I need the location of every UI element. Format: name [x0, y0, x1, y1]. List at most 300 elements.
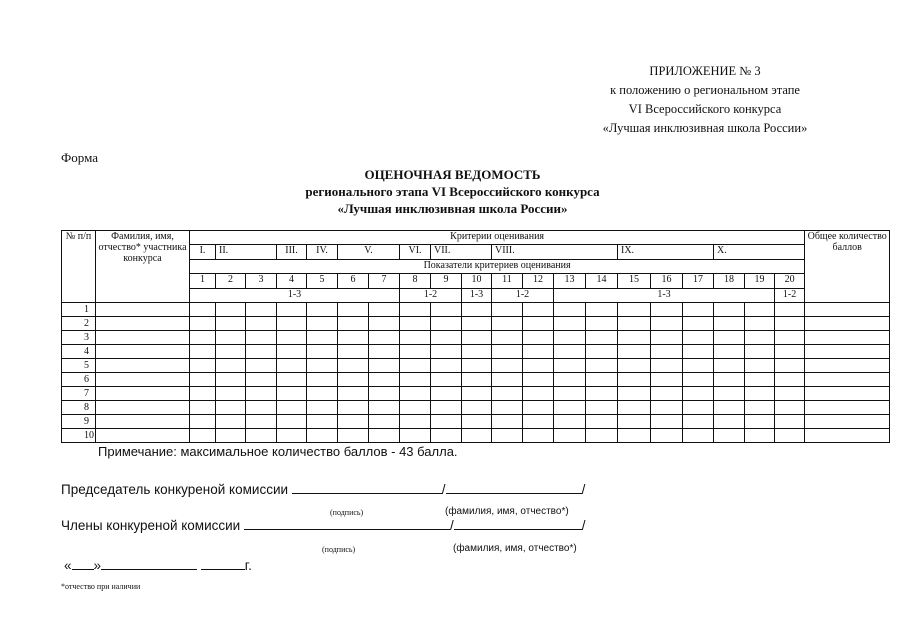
indicator-cell: 10: [462, 274, 492, 289]
score-cell[interactable]: [775, 331, 805, 345]
header-indicators: Показатели критериев оценивания: [190, 260, 805, 274]
score-cell[interactable]: [745, 331, 775, 345]
score-cell[interactable]: [216, 345, 246, 359]
total-score-cell[interactable]: [805, 317, 890, 331]
score-cell[interactable]: [307, 303, 338, 317]
participant-name-cell[interactable]: [96, 387, 190, 401]
appendix-block: [540, 62, 870, 138]
indicator-cell: 7: [369, 274, 400, 289]
indicator-cell: 8: [400, 274, 431, 289]
score-cell[interactable]: [714, 387, 745, 401]
participant-name-cell[interactable]: [96, 331, 190, 345]
score-cell[interactable]: [338, 331, 369, 345]
score-cell[interactable]: [683, 317, 714, 331]
total-score-cell[interactable]: [805, 303, 890, 317]
score-cell[interactable]: [586, 317, 618, 331]
score-cell[interactable]: [683, 387, 714, 401]
score-cell[interactable]: [277, 429, 307, 443]
score-cell[interactable]: [462, 317, 492, 331]
score-cell[interactable]: [307, 401, 338, 415]
score-cell[interactable]: [431, 373, 462, 387]
score-cell[interactable]: [586, 345, 618, 359]
row-number: 7: [62, 387, 96, 401]
indicator-cell: 17: [683, 274, 714, 289]
score-cell[interactable]: [307, 415, 338, 429]
score-cell[interactable]: [277, 331, 307, 345]
score-cell[interactable]: [190, 415, 216, 429]
title-line-2: регионального этапа VI Всероссийского конкурса: [305, 184, 600, 199]
footnote: *отчество при наличии: [61, 582, 141, 591]
score-cell[interactable]: [431, 359, 462, 373]
score-cell[interactable]: [492, 303, 523, 317]
range-cell: 1-2: [492, 289, 554, 303]
score-cell[interactable]: [338, 429, 369, 443]
score-cell[interactable]: [618, 331, 651, 345]
score-cell[interactable]: [307, 317, 338, 331]
criterion-cell: IV.: [307, 245, 338, 260]
score-cell[interactable]: [369, 303, 400, 317]
score-cell[interactable]: [216, 429, 246, 443]
score-cell[interactable]: [651, 317, 683, 331]
score-cell[interactable]: [307, 331, 338, 345]
row-number: 6: [62, 373, 96, 387]
score-cell[interactable]: [523, 317, 554, 331]
score-cell[interactable]: [216, 401, 246, 415]
score-cell[interactable]: [246, 317, 277, 331]
score-cell[interactable]: [683, 429, 714, 443]
total-score-cell[interactable]: [805, 359, 890, 373]
range-cell: 1-3: [190, 289, 400, 303]
score-cell[interactable]: [216, 303, 246, 317]
score-cell[interactable]: [400, 415, 431, 429]
members-label: Члены конкуреной комиссии: [61, 518, 241, 533]
score-cell[interactable]: [190, 429, 216, 443]
header-number: № п/п: [62, 231, 96, 303]
score-cell[interactable]: [523, 303, 554, 317]
date-year-suffix: г.: [244, 558, 252, 573]
score-cell[interactable]: [307, 387, 338, 401]
chairman-label: Председатель конкуреной комиссии: [61, 482, 289, 497]
score-cell[interactable]: [651, 359, 683, 373]
score-cell[interactable]: [277, 317, 307, 331]
chairman-slash-end: /: [581, 482, 586, 497]
participant-name-cell[interactable]: [96, 373, 190, 387]
date-close-quote: »: [93, 558, 102, 573]
criterion-cell: X.: [714, 245, 805, 260]
criterion-cell: VII.: [431, 245, 492, 260]
document-title: [0, 166, 905, 217]
score-cell[interactable]: [190, 345, 216, 359]
score-cell[interactable]: [246, 401, 277, 415]
score-cell[interactable]: [338, 401, 369, 415]
score-cell[interactable]: [216, 359, 246, 373]
score-cell[interactable]: [492, 387, 523, 401]
score-cell[interactable]: [775, 345, 805, 359]
score-cell[interactable]: [431, 331, 462, 345]
indicator-cell: 19: [745, 274, 775, 289]
score-cell[interactable]: [714, 415, 745, 429]
score-cell[interactable]: [618, 359, 651, 373]
row-number: 1: [62, 303, 96, 317]
participant-rows: [62, 303, 890, 443]
date-year-field[interactable]: [201, 557, 245, 570]
chairman-signature-line: [61, 481, 585, 497]
criterion-cell: VIII.: [492, 245, 618, 260]
score-cell[interactable]: [492, 373, 523, 387]
score-cell[interactable]: [618, 345, 651, 359]
score-cell[interactable]: [307, 429, 338, 443]
date-line: [64, 557, 252, 573]
score-cell[interactable]: [492, 429, 523, 443]
score-cell[interactable]: [586, 303, 618, 317]
members-name-field[interactable]: [454, 517, 582, 530]
score-cell[interactable]: [462, 303, 492, 317]
appendix-line-1: ПРИЛОЖЕНИЕ № 3: [649, 64, 761, 78]
score-cell[interactable]: [216, 373, 246, 387]
range-cell: 1-2: [400, 289, 462, 303]
score-cell[interactable]: [369, 429, 400, 443]
total-score-cell[interactable]: [805, 415, 890, 429]
score-cell[interactable]: [492, 401, 523, 415]
score-cell[interactable]: [714, 429, 745, 443]
members-slash-end: /: [581, 518, 586, 533]
row-number: 3: [62, 331, 96, 345]
indicator-cell: 12: [523, 274, 554, 289]
score-cell[interactable]: [462, 415, 492, 429]
score-cell[interactable]: [714, 359, 745, 373]
score-cell[interactable]: [400, 303, 431, 317]
score-cell[interactable]: [400, 429, 431, 443]
score-cell[interactable]: [618, 387, 651, 401]
row-number: 9: [62, 415, 96, 429]
score-cell[interactable]: [775, 373, 805, 387]
score-cell[interactable]: [683, 331, 714, 345]
score-cell[interactable]: [523, 401, 554, 415]
score-cell[interactable]: [651, 345, 683, 359]
score-cell[interactable]: [714, 331, 745, 345]
row-number: 5: [62, 359, 96, 373]
total-score-cell[interactable]: [805, 373, 890, 387]
score-cell[interactable]: [714, 345, 745, 359]
indicator-cell: 6: [338, 274, 369, 289]
row-number: 8: [62, 401, 96, 415]
score-cell[interactable]: [246, 303, 277, 317]
score-cell[interactable]: [462, 331, 492, 345]
score-cell[interactable]: [431, 387, 462, 401]
score-cell[interactable]: [338, 415, 369, 429]
score-cell[interactable]: [554, 373, 586, 387]
score-cell[interactable]: [369, 415, 400, 429]
score-cell[interactable]: [190, 303, 216, 317]
score-cell[interactable]: [714, 317, 745, 331]
score-cell[interactable]: [400, 359, 431, 373]
header-fullname: Фамилия, имя, отчество* участника конкурса: [96, 231, 190, 303]
score-cell[interactable]: [246, 331, 277, 345]
score-cell[interactable]: [745, 345, 775, 359]
score-cell[interactable]: [190, 401, 216, 415]
score-cell[interactable]: [492, 331, 523, 345]
score-cell[interactable]: [554, 317, 586, 331]
score-cell[interactable]: [462, 345, 492, 359]
score-cell[interactable]: [745, 303, 775, 317]
header-criteria: Критерии оценивания: [190, 231, 805, 245]
score-cell[interactable]: [775, 303, 805, 317]
score-cell[interactable]: [745, 415, 775, 429]
score-cell[interactable]: [307, 345, 338, 359]
members-name-caption: (фамилия, имя, отчество*): [453, 543, 577, 554]
score-cell[interactable]: [745, 317, 775, 331]
score-cell[interactable]: [277, 415, 307, 429]
members-slash: /: [449, 518, 454, 533]
evaluation-table: [61, 230, 890, 443]
criterion-cell: III.: [277, 245, 307, 260]
score-cell[interactable]: [554, 359, 586, 373]
score-cell[interactable]: [462, 429, 492, 443]
score-cell[interactable]: [651, 387, 683, 401]
score-cell[interactable]: [586, 401, 618, 415]
score-cell[interactable]: [492, 317, 523, 331]
score-cell[interactable]: [554, 429, 586, 443]
score-cell[interactable]: [618, 373, 651, 387]
score-cell[interactable]: [683, 359, 714, 373]
score-cell[interactable]: [277, 345, 307, 359]
score-cell[interactable]: [277, 303, 307, 317]
score-cell[interactable]: [400, 401, 431, 415]
score-cell[interactable]: [651, 303, 683, 317]
criterion-cell: V.: [338, 245, 400, 260]
score-cell[interactable]: [523, 429, 554, 443]
score-cell[interactable]: [651, 331, 683, 345]
score-cell[interactable]: [216, 387, 246, 401]
score-cell[interactable]: [277, 387, 307, 401]
score-cell[interactable]: [554, 345, 586, 359]
total-score-cell[interactable]: [805, 401, 890, 415]
indicator-cell: 3: [246, 274, 277, 289]
score-cell[interactable]: [775, 359, 805, 373]
score-cell[interactable]: [216, 331, 246, 345]
score-cell[interactable]: [216, 415, 246, 429]
score-cell[interactable]: [246, 415, 277, 429]
score-cell[interactable]: [400, 387, 431, 401]
score-cell[interactable]: [246, 387, 277, 401]
score-cell[interactable]: [586, 387, 618, 401]
score-cell[interactable]: [554, 303, 586, 317]
score-cell[interactable]: [369, 331, 400, 345]
indicator-cell: 5: [307, 274, 338, 289]
indicator-cell: 11: [492, 274, 523, 289]
score-cell[interactable]: [618, 303, 651, 317]
indicator-cell: 9: [431, 274, 462, 289]
score-cell[interactable]: [523, 415, 554, 429]
criterion-cell: I.: [190, 245, 216, 260]
score-cell[interactable]: [462, 387, 492, 401]
score-cell[interactable]: [431, 317, 462, 331]
score-cell[interactable]: [246, 373, 277, 387]
score-cell[interactable]: [775, 401, 805, 415]
participant-name-cell[interactable]: [96, 401, 190, 415]
score-cell[interactable]: [400, 345, 431, 359]
score-cell[interactable]: [216, 317, 246, 331]
score-cell[interactable]: [369, 317, 400, 331]
appendix-line-3: VI Всероссийского конкурса: [628, 102, 782, 116]
score-cell[interactable]: [554, 401, 586, 415]
score-cell[interactable]: [745, 401, 775, 415]
score-cell[interactable]: [492, 345, 523, 359]
chairman-name-field[interactable]: [446, 481, 582, 494]
score-cell[interactable]: [190, 331, 216, 345]
score-cell[interactable]: [462, 359, 492, 373]
indicator-cell: 13: [554, 274, 586, 289]
score-cell[interactable]: [190, 373, 216, 387]
score-cell[interactable]: [400, 317, 431, 331]
score-cell[interactable]: [338, 317, 369, 331]
participant-name-cell[interactable]: [96, 303, 190, 317]
score-cell[interactable]: [190, 387, 216, 401]
table-row: [62, 429, 890, 443]
total-score-cell[interactable]: [805, 345, 890, 359]
score-cell[interactable]: [683, 415, 714, 429]
criterion-cell: VI.: [400, 245, 431, 260]
score-cell[interactable]: [775, 429, 805, 443]
participant-name-cell[interactable]: [96, 345, 190, 359]
score-cell[interactable]: [338, 359, 369, 373]
chairman-sign-caption: (подпись): [330, 508, 364, 517]
score-cell[interactable]: [277, 359, 307, 373]
total-score-cell[interactable]: [805, 387, 890, 401]
score-cell[interactable]: [651, 415, 683, 429]
score-cell[interactable]: [683, 401, 714, 415]
chairman-sign-field[interactable]: [292, 481, 442, 494]
members-sign-field[interactable]: [244, 517, 450, 530]
score-cell[interactable]: [431, 401, 462, 415]
participant-name-cell[interactable]: [96, 359, 190, 373]
date-day-field[interactable]: [72, 557, 94, 570]
score-cell[interactable]: [369, 345, 400, 359]
score-cell[interactable]: [369, 359, 400, 373]
row-number: 2: [62, 317, 96, 331]
score-cell[interactable]: [683, 303, 714, 317]
table-row: [62, 373, 890, 387]
score-cell[interactable]: [745, 359, 775, 373]
score-cell[interactable]: [745, 429, 775, 443]
range-cell: 1-2: [775, 289, 805, 303]
score-cell[interactable]: [338, 373, 369, 387]
score-cell[interactable]: [400, 373, 431, 387]
score-cell[interactable]: [745, 373, 775, 387]
score-cell[interactable]: [431, 345, 462, 359]
score-cell[interactable]: [431, 303, 462, 317]
title-line-3: «Лучшая инклюзивная школа России»: [337, 201, 568, 216]
score-cell[interactable]: [462, 401, 492, 415]
score-cell[interactable]: [554, 387, 586, 401]
range-cell: 1-3: [462, 289, 492, 303]
score-cell[interactable]: [651, 401, 683, 415]
score-cell[interactable]: [338, 345, 369, 359]
total-score-cell[interactable]: [805, 331, 890, 345]
participant-name-cell[interactable]: [96, 415, 190, 429]
score-cell[interactable]: [369, 401, 400, 415]
table-row: [62, 359, 890, 373]
score-cell[interactable]: [338, 387, 369, 401]
score-cell[interactable]: [745, 387, 775, 401]
score-cell[interactable]: [431, 429, 462, 443]
score-cell[interactable]: [523, 373, 554, 387]
indicator-cell: 2: [216, 274, 246, 289]
date-month-field[interactable]: [101, 557, 197, 570]
score-cell[interactable]: [523, 359, 554, 373]
title-line-1: ОЦЕНОЧНАЯ ВЕДОМОСТЬ: [364, 167, 541, 182]
score-cell[interactable]: [492, 359, 523, 373]
total-score-cell[interactable]: [805, 429, 890, 443]
score-cell[interactable]: [775, 415, 805, 429]
score-cell[interactable]: [277, 401, 307, 415]
score-cell[interactable]: [618, 429, 651, 443]
score-cell[interactable]: [246, 359, 277, 373]
score-cell[interactable]: [651, 373, 683, 387]
score-cell[interactable]: [462, 373, 492, 387]
members-signature-line: [61, 517, 586, 533]
score-cell[interactable]: [586, 359, 618, 373]
score-cell[interactable]: [523, 331, 554, 345]
participant-name-cell[interactable]: [96, 317, 190, 331]
table-row: [62, 331, 890, 345]
score-cell[interactable]: [431, 415, 462, 429]
indicator-cell: 20: [775, 274, 805, 289]
score-cell[interactable]: [775, 387, 805, 401]
score-cell[interactable]: [618, 415, 651, 429]
score-cell[interactable]: [714, 373, 745, 387]
score-cell[interactable]: [618, 401, 651, 415]
score-cell[interactable]: [586, 331, 618, 345]
score-cell[interactable]: [190, 359, 216, 373]
score-cell[interactable]: [586, 415, 618, 429]
score-cell[interactable]: [586, 373, 618, 387]
score-cell[interactable]: [618, 317, 651, 331]
table-row: [62, 387, 890, 401]
score-cell[interactable]: [714, 303, 745, 317]
participant-name-cell[interactable]: [96, 429, 190, 443]
score-cell[interactable]: [246, 429, 277, 443]
table-row: [62, 401, 890, 415]
score-cell[interactable]: [307, 373, 338, 387]
score-cell[interactable]: [338, 303, 369, 317]
score-cell[interactable]: [683, 345, 714, 359]
score-cell[interactable]: [523, 387, 554, 401]
chairman-name-caption: (фамилия, имя, отчество*): [445, 506, 569, 517]
score-cell[interactable]: [523, 345, 554, 359]
table-row: [62, 415, 890, 429]
score-cell[interactable]: [190, 317, 216, 331]
score-cell[interactable]: [554, 331, 586, 345]
score-cell[interactable]: [651, 429, 683, 443]
criterion-cell: II.: [216, 245, 277, 260]
score-cell[interactable]: [683, 373, 714, 387]
score-cell[interactable]: [369, 373, 400, 387]
score-cell[interactable]: [277, 373, 307, 387]
indicator-cell: 18: [714, 274, 745, 289]
score-cell[interactable]: [246, 345, 277, 359]
score-cell[interactable]: [775, 317, 805, 331]
score-cell[interactable]: [492, 415, 523, 429]
score-cell[interactable]: [400, 331, 431, 345]
score-cell[interactable]: [586, 429, 618, 443]
score-cell[interactable]: [369, 387, 400, 401]
criterion-cell: IX.: [618, 245, 714, 260]
score-cell[interactable]: [307, 359, 338, 373]
appendix-line-4: «Лучшая инклюзивная школа России»: [602, 121, 808, 135]
score-cell[interactable]: [714, 401, 745, 415]
score-cell[interactable]: [554, 415, 586, 429]
